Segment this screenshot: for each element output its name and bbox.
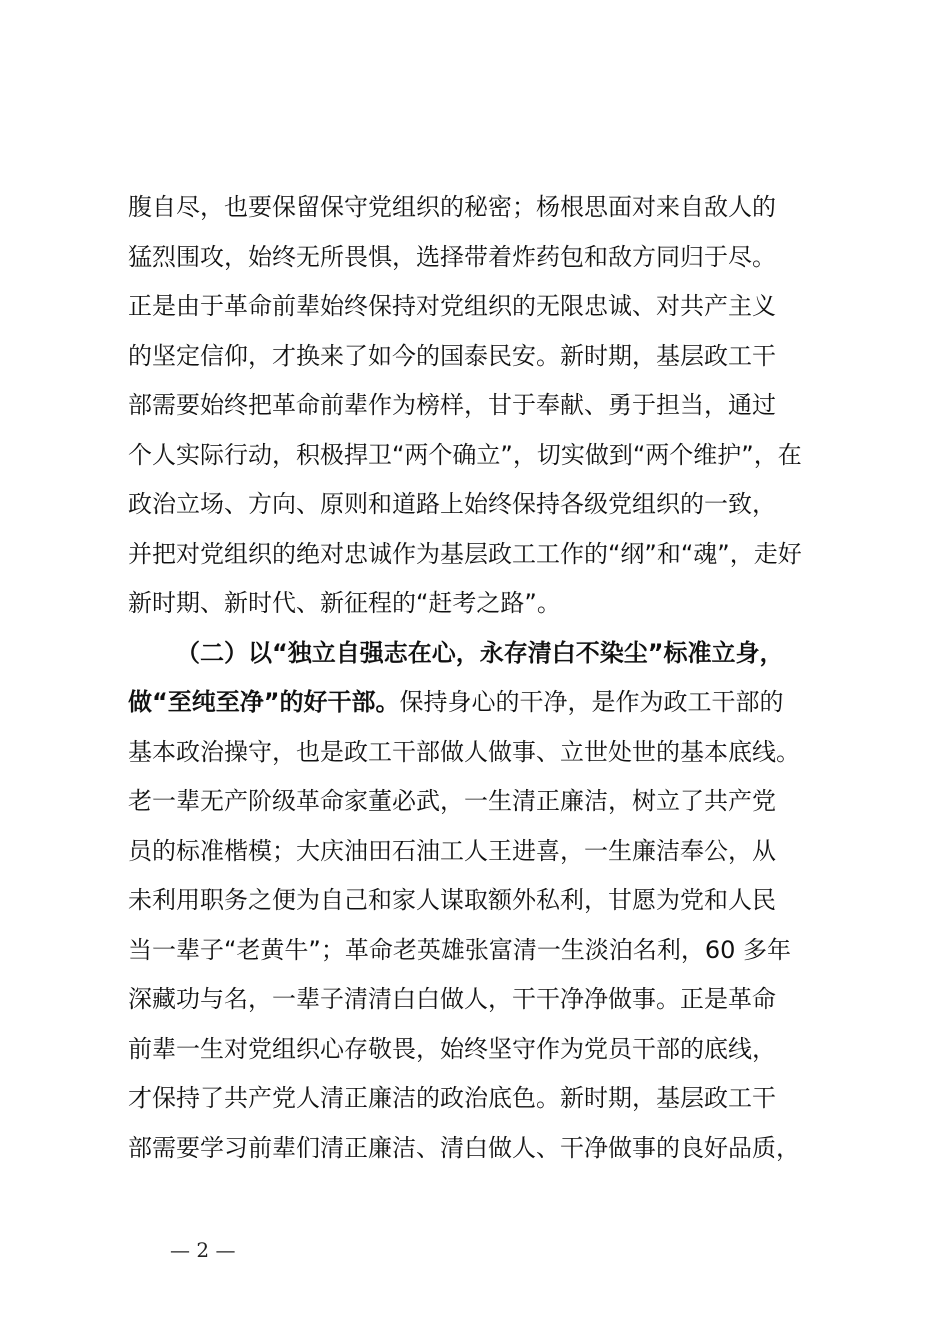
document-body — [128, 183, 848, 1173]
text-line: 政治立场、方向、原则和道路上始终保持各级党组织的一致， — [128, 490, 776, 518]
text-line: 基本政治操守，也是政工干部做人做事、立世处世的基本底线。 — [128, 737, 800, 766]
section-heading: （二）以“独立自强志在心，永存清白不染尘”标准立身， — [176, 638, 784, 667]
page-number: — 2 — — [170, 1238, 236, 1262]
text-line: 才保持了共产党人清正廉洁的政治底色。新时期，基层政工干 — [128, 1084, 776, 1112]
text-line: 新时期、新时代、新征程的“赶考之路”。 — [128, 589, 561, 617]
text-line: 部需要学习前辈们清正廉洁、清白做人、干净做事的良好品质， — [128, 1133, 800, 1162]
text-line: 未利用职务之便为自己和家人谋取额外私利，甘愿为党和人民 — [128, 886, 776, 914]
text-line: 个人实际行动，积极捍卫“两个确立”，切实做到“两个维护”，在 — [128, 440, 802, 469]
text-line: 的坚定信仰，才换来了如今的国泰民安。新时期，基层政工干 — [128, 341, 776, 370]
text-line: 当一辈子“老黄牛”；革命老英雄张富清一生淡泊名利，60 多年 — [128, 935, 792, 964]
text-line: 部需要始终把革命前辈作为榜样，甘于奉献、勇于担当，通过 — [128, 391, 776, 419]
section-heading-continuation — [128, 678, 848, 728]
text-line: 老一辈无产阶级革命家董必武，一生清正廉洁，树立了共产党 — [128, 787, 776, 815]
text-line: 正是由于革命前辈始终保持对党组织的无限忠诚、对共产主义 — [128, 292, 776, 320]
text-line: 并把对党组织的绝对忠诚作为基层政工工作的“纲”和“魂”，走好 — [128, 539, 802, 568]
text-line: 员的标准楷模；大庆油田石油工人王进喜，一生廉洁奉公，从 — [128, 836, 776, 865]
section-heading-bold: 做“至纯至净”的好干部。 — [128, 688, 400, 716]
text-line: 深藏功与名，一辈子清清白白做人，干干净净做事。正是革命 — [128, 985, 776, 1013]
text-line: 猛烈围攻，始终无所畏惧，选择带着炸药包和敌方同归于尽。 — [128, 242, 776, 271]
text-line: 前辈一生对党组织心存敬畏，始终坚守作为党员干部的底线， — [128, 1034, 776, 1063]
text-line: 腹自尽，也要保留保守党组织的秘密；杨根思面对来自敌人的 — [128, 193, 776, 221]
section-text-start: 保持身心的干净，是作为政工干部的 — [399, 688, 784, 716]
